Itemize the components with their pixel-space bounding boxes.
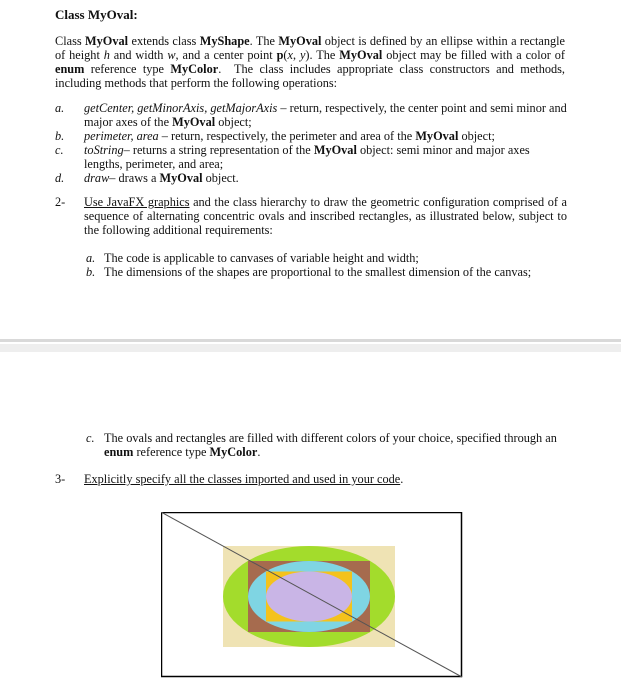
page-separator-shadow	[0, 344, 621, 352]
list-item	[55, 129, 567, 143]
list-item	[86, 251, 566, 265]
list-item-text: draw– draws a MyOval object.	[84, 171, 239, 185]
list-marker: d.	[55, 171, 65, 185]
list-item	[86, 265, 566, 279]
section-title: Class MyOval:	[55, 7, 138, 22]
list-marker: b.	[55, 129, 65, 143]
question-2	[55, 195, 567, 237]
list-item-text: perimeter, area – return, respectively, the perimeter and area of the MyOval object;	[84, 129, 495, 143]
methods-list	[55, 101, 567, 185]
page-separator	[0, 339, 621, 342]
list-marker: c.	[86, 431, 95, 445]
requirements-list	[86, 251, 566, 279]
question-text: Use JavaFX graphics and the class hierarchy to draw the geometric configuration comprised of a sequence of alternating concentric ovals and inscribed rectangles, as illustrated below, subject to the following additional requirements:	[84, 195, 567, 237]
inner-oval	[266, 572, 352, 622]
list-item	[55, 171, 567, 185]
list-item-text: toString– returns a string representation of the MyOval object: semi minor and major axes lengths, perimeter, and area;	[84, 143, 530, 171]
geometric-configuration-figure	[161, 512, 463, 678]
list-item	[55, 101, 567, 129]
list-item-text: The ovals and rectangles are filled with different colors of your choice, specified through an enum reference type MyColor.	[104, 431, 557, 459]
list-item-text: getCenter, getMinorAxis, getMajorAxis – return, respectively, the center point and semi minor and major axes of the MyOval object;	[84, 101, 567, 129]
question-number: 2-	[55, 195, 66, 209]
list-item	[86, 431, 566, 459]
list-marker: b.	[86, 265, 96, 279]
question-text: Explicitly specify all the classes imported and used in your code.	[84, 472, 404, 486]
requirements-list-continued	[86, 431, 566, 459]
question-number: 3-	[55, 472, 66, 486]
question-3	[55, 472, 567, 486]
list-item-text: The dimensions of the shapes are proportional to the smallest dimension of the canvas;	[104, 265, 532, 279]
intro-paragraph: Class MyOval extends class MyShape. The MyOval object is defined by an ellipse within a rectangle of height h and width w, and a center point p(x, y). The MyOval object may be filled with a color of enum reference type MyColor. The class includes appropriate class constructors and methods, including methods that perform the following operations:	[55, 34, 565, 90]
list-marker: c.	[55, 143, 64, 157]
list-item	[55, 143, 567, 171]
list-item-text: The code is applicable to canvases of variable height and width;	[104, 251, 419, 265]
list-marker: a.	[55, 101, 65, 115]
list-marker: a.	[86, 251, 96, 265]
